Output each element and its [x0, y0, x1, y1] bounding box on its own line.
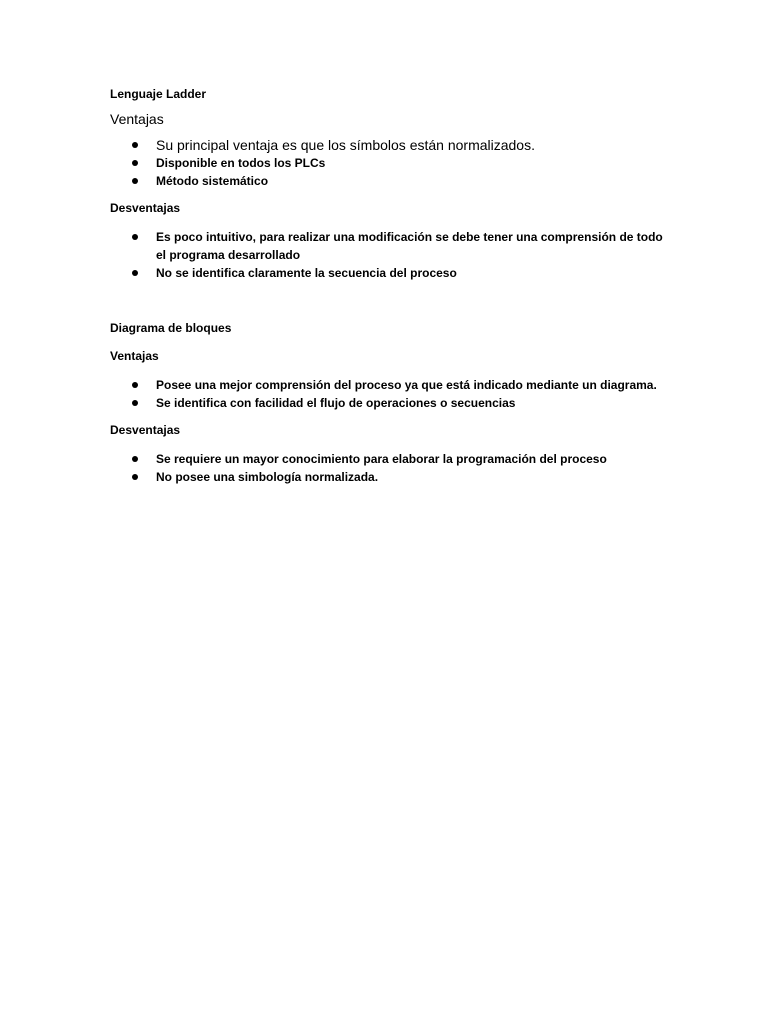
desventajas-label: Desventajas	[110, 423, 181, 437]
list-item: Es poco intuitivo, para realizar una modificación se debe tener una comprensión de todo el programa desarrollado	[110, 228, 670, 264]
list-item: Posee una mejor comprensión del proceso ya que está indicado mediante un diagrama.	[110, 376, 670, 394]
list-item: Se requiere un mayor conocimiento para elaborar la programación del proceso	[110, 450, 670, 468]
list-item: Se identifica con facilidad el flujo de operaciones o secuencias	[110, 394, 670, 412]
bullet-icon	[132, 474, 138, 480]
bullet-icon	[132, 382, 138, 388]
section-diagrama-de-bloques	[110, 320, 670, 486]
list-item: Su principal ventaja es que los símbolos están normalizados.	[110, 136, 670, 154]
section-lenguaje-ladder	[110, 86, 670, 282]
ventajas-list	[110, 376, 670, 412]
bullet-icon	[132, 234, 138, 240]
desventajas-list	[110, 228, 670, 282]
ventajas-label: Ventajas	[110, 111, 164, 127]
section-title: Diagrama de bloques	[110, 321, 232, 335]
list-item: No posee una simbología normalizada.	[110, 468, 670, 486]
list-item: Método sistemático	[110, 172, 670, 190]
bullet-icon	[132, 142, 138, 148]
desventajas-label: Desventajas	[110, 201, 181, 215]
list-item: No se identifica claramente la secuencia del proceso	[110, 264, 670, 282]
list-item: Disponible en todos los PLCs	[110, 154, 670, 172]
ventajas-list	[110, 136, 670, 190]
ventajas-label: Ventajas	[110, 349, 159, 363]
bullet-icon	[132, 270, 138, 276]
bullet-icon	[132, 160, 138, 166]
section-title: Lenguaje Ladder	[110, 87, 207, 101]
bullet-icon	[132, 456, 138, 462]
desventajas-list	[110, 450, 670, 486]
bullet-icon	[132, 178, 138, 184]
bullet-icon	[132, 400, 138, 406]
document-page	[110, 86, 670, 486]
